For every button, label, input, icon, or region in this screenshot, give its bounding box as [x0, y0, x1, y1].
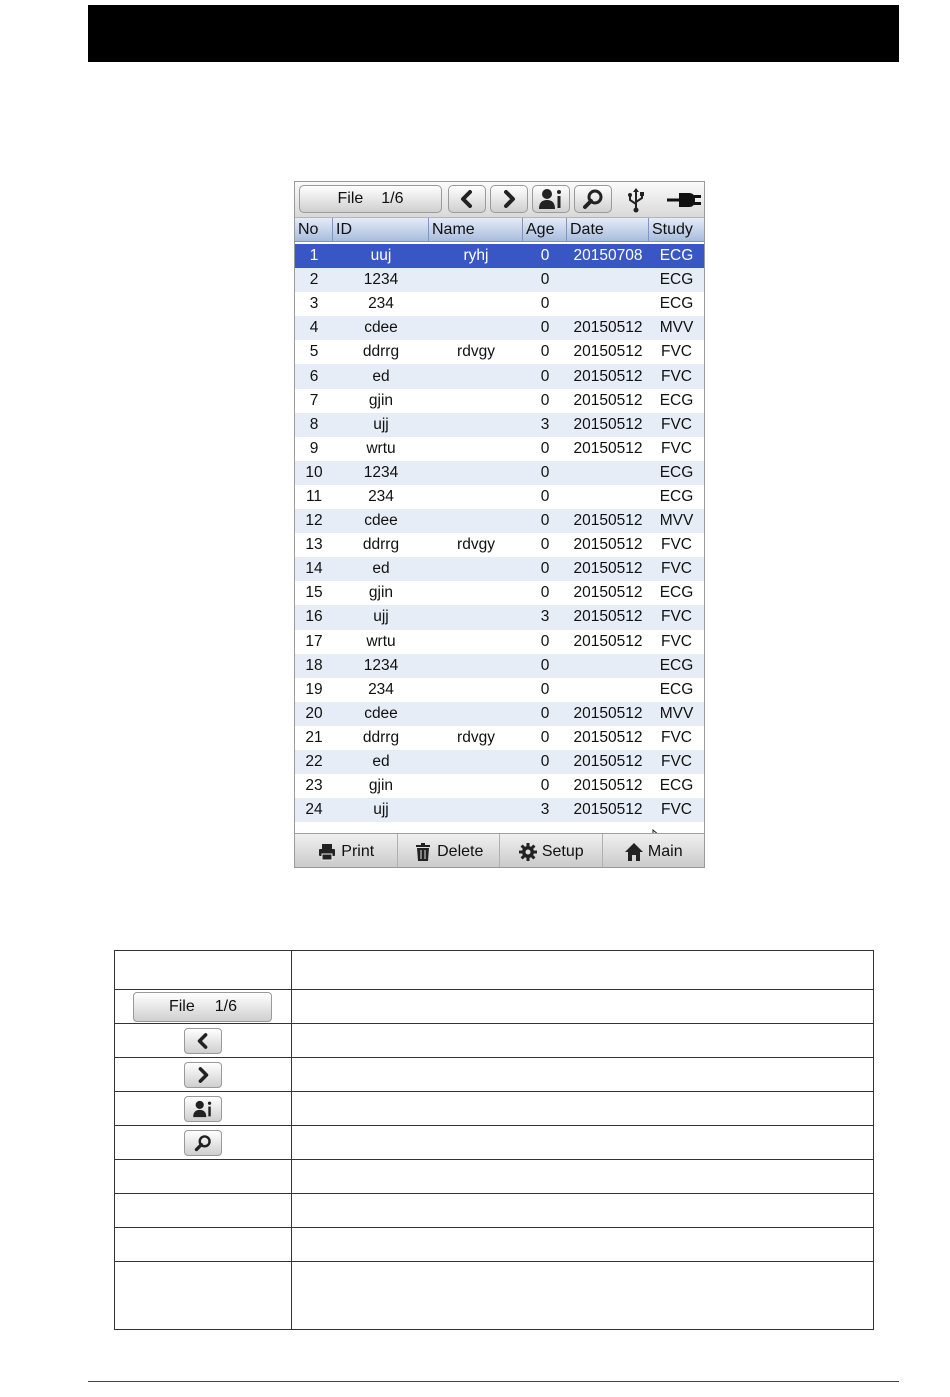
legend-file-label: File: [168, 997, 195, 1015]
legend-description-cell: [291, 1024, 873, 1058]
cell-study: FVC: [661, 632, 692, 650]
cell-study: FVC: [661, 536, 692, 554]
legend-description-cell: [291, 1058, 873, 1092]
legend-key-cell: [115, 1058, 292, 1092]
table-row[interactable]: [295, 726, 704, 750]
cell-id: gjin: [368, 584, 394, 602]
legend-key-cell: [115, 1024, 292, 1058]
cell-id: 1234: [363, 656, 399, 674]
table-row[interactable]: [295, 533, 704, 557]
printer-icon: [317, 842, 337, 862]
cell-age: 0: [540, 343, 550, 361]
legend-description-cell: [291, 1262, 873, 1330]
legend-search-button: [184, 1130, 222, 1156]
records-table-body: [295, 244, 704, 822]
cell-date: 20150512: [573, 415, 643, 433]
setup-label: Setup: [541, 842, 584, 860]
cell-id: cdee: [364, 704, 398, 722]
cell-date: 20150512: [573, 319, 643, 337]
cell-id: gjin: [368, 777, 394, 795]
legend-description-cell: [291, 951, 873, 990]
legend-patient-info-button: [184, 1096, 222, 1122]
cell-date: 20150512: [573, 632, 643, 650]
table-row[interactable]: [295, 702, 704, 726]
gear-icon: [518, 842, 538, 862]
cell-no: 8: [309, 415, 319, 433]
legend-row: [115, 1058, 874, 1092]
cell-id: ddrrg: [362, 728, 400, 746]
legend-description-cell: [291, 1194, 873, 1228]
cell-id: 1234: [363, 463, 399, 481]
legend-key-cell: [115, 1126, 292, 1160]
patient-info-icon: [538, 188, 564, 210]
table-row[interactable]: [295, 340, 704, 364]
main-button[interactable]: [603, 834, 705, 868]
cell-date: 20150512: [573, 439, 643, 457]
cell-name: rdvgy: [457, 536, 495, 554]
cell-age: 0: [540, 512, 550, 530]
cell-age: 0: [540, 560, 550, 578]
legend-description-cell: [291, 1160, 873, 1194]
table-row[interactable]: [295, 292, 704, 316]
legend-key-cell: [115, 951, 292, 990]
cell-name: ryhj: [463, 247, 489, 265]
device-screen: [294, 181, 705, 868]
legend-row: [115, 1024, 874, 1058]
bottom-bar: [295, 833, 704, 868]
table-row[interactable]: [295, 244, 704, 268]
cell-id: ed: [372, 560, 390, 578]
legend-row: [115, 1126, 874, 1160]
cell-age: 0: [540, 391, 550, 409]
legend-key-cell: [115, 1228, 292, 1262]
cell-no: 4: [309, 319, 319, 337]
table-row[interactable]: [295, 557, 704, 581]
cell-no: 15: [305, 584, 323, 602]
toolbar: [295, 182, 704, 218]
column-header-study[interactable]: Study: [652, 221, 693, 238]
cell-no: 18: [305, 656, 323, 674]
page-header-bar: [88, 5, 899, 62]
cell-age: 0: [540, 367, 550, 385]
cell-date: 20150512: [573, 801, 643, 819]
cell-no: 2: [309, 271, 319, 289]
cell-study: ECG: [659, 295, 694, 313]
legend-key-cell: [115, 1262, 292, 1330]
file-page-button[interactable]: [299, 185, 442, 213]
legend-description-cell: [291, 1228, 873, 1262]
page-indicator: 1/6: [381, 190, 404, 207]
cell-date: 20150512: [573, 512, 643, 530]
power-plug-icon: [667, 191, 701, 209]
cell-no: 9: [309, 439, 319, 457]
cell-age: 0: [540, 295, 550, 313]
cell-study: FVC: [661, 439, 692, 457]
table-row[interactable]: [295, 654, 704, 678]
table-row[interactable]: [295, 461, 704, 485]
cell-age: 0: [540, 728, 550, 746]
table-row[interactable]: [295, 485, 704, 509]
legend-row: [115, 1228, 874, 1262]
cell-name: rdvgy: [457, 343, 495, 361]
cell-study: FVC: [661, 753, 692, 771]
cell-no: 24: [305, 801, 323, 819]
next-page-button[interactable]: [490, 185, 528, 213]
table-row[interactable]: [295, 509, 704, 533]
cell-id: ujj: [373, 415, 389, 433]
table-row[interactable]: [295, 316, 704, 340]
cell-no: 7: [309, 391, 319, 409]
chevron-left-icon: [459, 190, 475, 208]
table-row[interactable]: [295, 750, 704, 774]
cell-age: 0: [540, 777, 550, 795]
cell-study: ECG: [659, 584, 694, 602]
delete-label: Delete: [437, 842, 484, 860]
legend-key-cell: [115, 1160, 292, 1194]
cell-age: 0: [540, 680, 550, 698]
cell-date: 20150512: [573, 391, 643, 409]
table-row[interactable]: [295, 389, 704, 413]
cell-age: 3: [540, 801, 550, 819]
cell-study: ECG: [659, 463, 694, 481]
cell-study: ECG: [659, 680, 694, 698]
cell-age: 0: [540, 319, 550, 337]
footer-divider: [88, 1381, 899, 1382]
cell-name: rdvgy: [457, 728, 495, 746]
cell-study: MVV: [659, 319, 694, 337]
table-header: [295, 218, 704, 242]
cell-id: 234: [368, 487, 394, 505]
cell-no: 17: [305, 632, 323, 650]
cell-id: ed: [372, 753, 390, 771]
table-row[interactable]: [295, 581, 704, 605]
table-row[interactable]: [295, 798, 704, 822]
cell-study: ECG: [659, 777, 694, 795]
search-button[interactable]: [574, 185, 612, 213]
cell-no: 13: [305, 536, 323, 554]
cell-no: 19: [305, 680, 323, 698]
cell-id: ddrrg: [362, 536, 400, 554]
cell-date: 20150512: [573, 560, 643, 578]
cell-age: 0: [540, 271, 550, 289]
legend-next-button: [184, 1062, 222, 1088]
cell-date: 20150512: [573, 584, 643, 602]
cell-id: wrtu: [366, 439, 396, 457]
cell-age: 0: [540, 247, 550, 265]
previous-page-button[interactable]: [448, 185, 486, 213]
table-row[interactable]: [295, 630, 704, 654]
cell-date: 20150512: [573, 343, 643, 361]
cell-study: MVV: [659, 512, 694, 530]
cell-id: ujj: [373, 608, 389, 626]
cell-id: 234: [368, 680, 394, 698]
search-icon: [582, 188, 604, 210]
cell-no: 22: [305, 753, 323, 771]
cell-age: 3: [540, 415, 550, 433]
cell-no: 21: [305, 728, 323, 746]
column-header-age[interactable]: Age: [523, 218, 567, 241]
column-header-id[interactable]: ID: [333, 218, 429, 241]
table-row[interactable]: [295, 268, 704, 292]
cell-study: MVV: [659, 704, 694, 722]
cell-id: cdee: [364, 319, 398, 337]
cell-age: 0: [540, 632, 550, 650]
column-header-no[interactable]: No: [295, 218, 333, 241]
usb-icon: [625, 187, 647, 213]
cell-date: 20150512: [573, 536, 643, 554]
home-icon: [624, 842, 644, 862]
cell-date: 20150512: [573, 777, 643, 795]
table-row[interactable]: [295, 437, 704, 461]
legend-row: [115, 990, 874, 1024]
legend-row: [115, 1194, 874, 1228]
cell-study: ECG: [659, 656, 694, 674]
file-label: File: [337, 190, 364, 207]
table-row[interactable]: [295, 678, 704, 702]
cell-age: 0: [540, 753, 550, 771]
cell-id: gjin: [368, 391, 394, 409]
cell-id: ujj: [373, 801, 389, 819]
cell-id: 234: [368, 295, 394, 313]
column-header-date[interactable]: Date: [567, 218, 649, 241]
main-label: Main: [647, 842, 683, 860]
table-row[interactable]: [295, 413, 704, 437]
legend-key-cell: [115, 1092, 292, 1126]
legend-row: [115, 1092, 874, 1126]
table-row[interactable]: [295, 364, 704, 388]
cell-study: ECG: [659, 487, 694, 505]
cell-study: ECG: [659, 247, 694, 265]
cell-age: 0: [540, 704, 550, 722]
legend-description-cell: [291, 1092, 873, 1126]
table-row[interactable]: [295, 605, 704, 629]
cell-date: 20150512: [573, 753, 643, 771]
cell-date: 20150512: [573, 608, 643, 626]
delete-button[interactable]: [398, 834, 501, 868]
print-button[interactable]: [295, 834, 398, 868]
cell-no: 1: [309, 247, 319, 265]
cell-study: FVC: [661, 801, 692, 819]
chevron-right-icon: [501, 190, 517, 208]
cell-age: 0: [540, 584, 550, 602]
cell-id: 1234: [363, 271, 399, 289]
cell-no: 3: [309, 295, 319, 313]
cell-age: 0: [540, 656, 550, 674]
cell-study: FVC: [661, 608, 692, 626]
cell-study: FVC: [661, 415, 692, 433]
legend-key-cell: [115, 990, 292, 1024]
cell-study: FVC: [661, 367, 692, 385]
legend-page-indicator: 1/6: [214, 997, 237, 1015]
print-label: Print: [341, 842, 375, 860]
cell-date: 20150512: [573, 728, 643, 746]
chevron-left-icon: [196, 1033, 210, 1049]
legend-file-page-button: [133, 992, 272, 1022]
legend-row: [115, 1262, 874, 1330]
legend-description-cell: [291, 1126, 873, 1160]
patient-info-button[interactable]: [532, 185, 570, 213]
search-icon: [194, 1134, 212, 1152]
cell-no: 11: [305, 487, 323, 505]
table-row[interactable]: [295, 774, 704, 798]
cell-no: 12: [305, 512, 323, 530]
cell-age: 0: [540, 463, 550, 481]
column-header-name[interactable]: Name: [429, 218, 523, 241]
cell-study: ECG: [659, 271, 694, 289]
legend-description-cell: [291, 990, 873, 1024]
cell-no: 6: [309, 367, 319, 385]
cell-id: cdee: [364, 512, 398, 530]
trash-icon: [413, 842, 433, 862]
legend-row: [115, 951, 874, 990]
cell-study: ECG: [659, 391, 694, 409]
legend-previous-button: [184, 1028, 222, 1054]
cell-no: 5: [309, 343, 319, 361]
cell-study: FVC: [661, 343, 692, 361]
cell-id: wrtu: [366, 632, 396, 650]
cell-age: 0: [540, 536, 550, 554]
cell-age: 3: [540, 608, 550, 626]
legend-key-cell: [115, 1194, 292, 1228]
cell-no: 20: [305, 704, 323, 722]
cell-id: uuj: [370, 247, 392, 265]
cell-study: FVC: [661, 560, 692, 578]
cell-id: ed: [372, 367, 390, 385]
cell-study: FVC: [661, 728, 692, 746]
cell-date: 20150708: [573, 247, 643, 265]
chevron-right-icon: [196, 1067, 210, 1083]
cell-no: 23: [305, 777, 323, 795]
cell-date: 20150512: [573, 367, 643, 385]
cell-date: 20150512: [573, 704, 643, 722]
cell-age: 0: [540, 487, 550, 505]
setup-button[interactable]: [500, 834, 603, 868]
cell-id: ddrrg: [362, 343, 400, 361]
cell-no: 10: [305, 463, 323, 481]
cell-age: 0: [540, 439, 550, 457]
cell-no: 16: [305, 608, 323, 626]
legend-row: [115, 1160, 874, 1194]
cell-no: 14: [305, 560, 323, 578]
icon-legend-table: [114, 950, 874, 1330]
patient-info-icon: [192, 1100, 214, 1118]
